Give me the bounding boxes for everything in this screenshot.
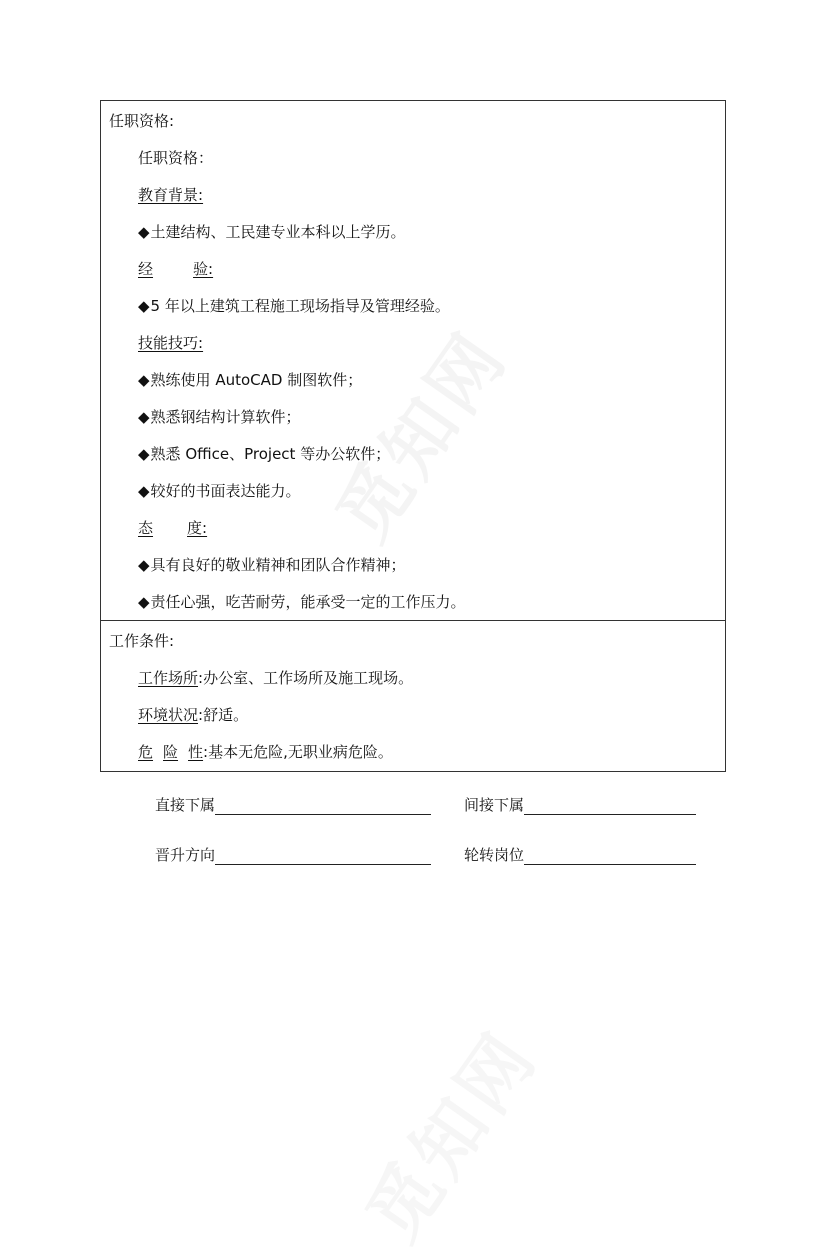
bullet-icon: ◆ <box>138 223 150 241</box>
risk-label-a: 危 <box>138 743 154 761</box>
education-item <box>138 222 406 242</box>
bullet-icon: ◆ <box>138 297 150 315</box>
attitude-label-b: 度: <box>187 519 208 537</box>
risk-label-c: 性 <box>188 743 204 761</box>
risk-label <box>138 743 203 761</box>
experience-text: 5 年以上建筑工程施工现场指导及管理经验。 <box>150 297 450 315</box>
direct-subordinate-input[interactable] <box>215 796 431 815</box>
risk-label-b: 险 <box>163 743 179 761</box>
rotation-field <box>464 845 696 865</box>
indirect-subordinate-field <box>464 795 696 815</box>
indirect-subordinate-label: 间接下属 <box>464 796 525 814</box>
workplace-row <box>138 668 413 688</box>
skills-item <box>138 370 362 390</box>
promotion-input[interactable] <box>215 846 431 865</box>
qualifications-section-title: 任职资格: <box>109 112 175 130</box>
skills-text: 熟悉钢结构计算软件； <box>150 408 301 426</box>
attitude-label-a: 态 <box>138 519 154 537</box>
education-text: 土建结构、工民建专业本科以上学历。 <box>150 223 406 241</box>
environment-row <box>138 705 248 725</box>
bullet-icon: ◆ <box>138 482 150 500</box>
workplace-value: :办公室、工作场所及施工现场。 <box>198 669 414 687</box>
conditions-section-title: 工作条件: <box>109 632 175 650</box>
bullet-icon: ◆ <box>138 445 150 463</box>
watermark-bottom: 觅知网 <box>350 1015 554 1256</box>
qualifications-subtitle: 任职资格： <box>138 149 214 167</box>
workplace-label: 工作场所 <box>138 669 199 687</box>
environment-value: :舒适。 <box>198 706 249 724</box>
promotion-field <box>155 845 431 865</box>
attitude-item <box>138 555 406 575</box>
education-label: 教育背景: <box>138 186 204 204</box>
experience-label-a: 经 <box>138 260 154 278</box>
indirect-subordinate-input[interactable] <box>524 796 696 815</box>
bullet-icon: ◆ <box>138 593 150 611</box>
skills-item <box>138 481 301 501</box>
rotation-input[interactable] <box>524 846 696 865</box>
skills-text: 熟练使用 AutoCAD 制图软件； <box>150 371 363 389</box>
skills-item <box>138 407 301 427</box>
attitude-item <box>138 592 466 612</box>
rotation-label: 轮转岗位 <box>464 846 525 864</box>
watermark: 觅知网 <box>320 315 524 556</box>
direct-subordinate-label: 直接下属 <box>155 796 216 814</box>
bullet-icon: ◆ <box>138 556 150 574</box>
risk-row <box>138 742 393 762</box>
qualifications-box <box>100 100 726 621</box>
skills-text: 较好的书面表达能力。 <box>150 482 301 500</box>
experience-item <box>138 296 450 316</box>
experience-label-b: 验: <box>193 260 214 278</box>
skills-label: 技能技巧: <box>138 334 204 352</box>
environment-label: 环境状况 <box>138 706 199 724</box>
conditions-box <box>100 620 726 772</box>
attitude-label <box>138 518 207 538</box>
attitude-text: 责任心强，吃苦耐劳，能承受一定的工作压力。 <box>150 593 466 611</box>
bullet-icon: ◆ <box>138 408 150 426</box>
attitude-text: 具有良好的敬业精神和团队合作精神； <box>150 556 406 574</box>
skills-item <box>138 444 390 464</box>
promotion-label: 晋升方向 <box>155 846 216 864</box>
skills-text: 熟悉 Office、Project 等办公软件； <box>150 445 391 463</box>
experience-label <box>138 259 213 279</box>
direct-subordinate-field <box>155 795 431 815</box>
risk-value: :基本无危险,无职业病危险。 <box>203 743 393 761</box>
bullet-icon: ◆ <box>138 371 150 389</box>
